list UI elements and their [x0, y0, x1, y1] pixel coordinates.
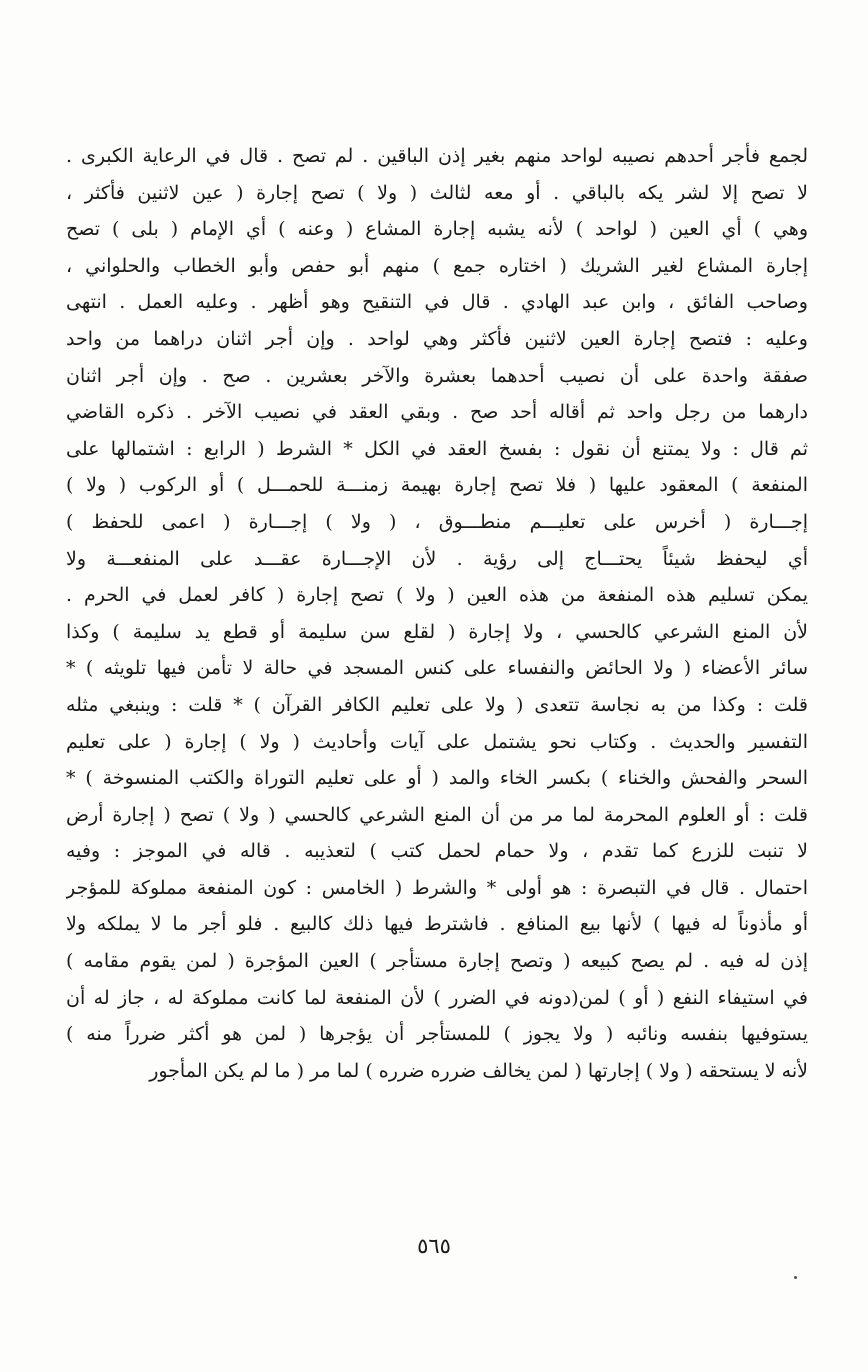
text-line: دارهما من رجل واحد ثم أقاله أحد صح . وبقي العقد في نصيب الآخر . ذكره القاضي [66, 401, 808, 424]
text-line: ثم قال : ولا يمتنع أن نقول : بفسخ العقد في الكل * الشرط ( الرابع : اشتمالها على [66, 437, 808, 460]
text-line: وعليه : فتصح إجارة العين لاثنين فأكثر وهي لواحد . وإن أجر اثنان دراهما من واحد [66, 327, 808, 350]
text-line: إجـــارة ( أخرس على تعليـــم منطـــوق ، ( ولا ) إجـــارة ( اعمى للحفظ ) [66, 510, 808, 533]
text-line: لا تصح إلا لشر يكه بالباقي . أو معه لثالث ( ولا ) تصح إجارة ( عين لاثنين فأكثر ، [66, 181, 808, 204]
text-line: لا تنبت للزرع كما تقدم ، ولا حمام لحمل كتب ) لتعذيبه . قاله في الموجز : وفيه [66, 840, 808, 863]
text-line: السحر والفحش والخناء ) بكسر الخاء والمد ( أو على تعليم التوراة والكتب المنسوخة ) * [66, 767, 808, 790]
text-line: يمكن تسليم هذه المنفعة من هذه العين ( ولا ) تصح إجارة ( كافر لعمل في الحرم . [66, 584, 808, 607]
text-line: قلت : وكذا من به نجاسة تتعدى ( ولا على تعليم الكافر القرآن ) * قلت : وينبغي مثله [66, 693, 808, 716]
text-line: المنفعة ) المعقود عليها ( فلا تصح إجارة بهيمة زمنـــة للحمـــل ) أو الركوب ( ولا ) [66, 474, 808, 497]
text-line: لأن المنع الشرعي كالحسي ، ولا إجارة ( لقلع سن سليمة أو قطع يد سليمة ) وكذا [66, 620, 808, 643]
text-line: أي ليحفظ شيئاً يحتـــاج إلى رؤية . لأن الإجـــارة عقـــد على المنفعـــة ولا [66, 547, 808, 570]
text-line: احتمال . قال في التبصرة : هو أولى * والشرط ( الخامس : كون المنفعة مملوكة للمؤجر [66, 876, 808, 899]
scan-speck [794, 1276, 797, 1279]
page-number: ٥٦٥ [417, 1234, 451, 1258]
text-line: وهي ) أي العين ( لواحد ) لأنه يشبه إجارة المشاع ( وعنه ) أي الإمام ( بلى ) تصح [66, 218, 808, 241]
text-line: أو مأذوناً له فيها ) لأنها بيع المنافع . فاشترط فيها ذلك كالبيع . فلو أجر ما لا يملكه ولا [66, 913, 808, 936]
page-body-text [66, 138, 808, 1089]
text-line: إذن له فيه . لم يصح كبيعه ( وتصح إجارة مستأجر ) العين المؤجرة ( لمن يقوم مقامه ) [66, 950, 808, 973]
text-line: صفقة واحدة على أن نصيب أحدهما بعشرة والآخر بعشرين . صح . وإن أجر اثنان [66, 364, 808, 387]
text-line: وصاحب الفائق ، وابن عبد الهادي . قال في التنقيح وهو أظهر . وعليه العمل . انتهى [66, 291, 808, 314]
text-line: سائر الأعضاء ( ولا الحائض والنفساء على كنس المسجد في حالة لا تأمن فيها تلويثه ) * [66, 657, 808, 680]
text-line: يستوفيها بنفسه ونائبه ( ولا يجوز ) للمستأجر أن يؤجرها ( لمن هو أكثر ضرراً منه ) [66, 1023, 808, 1046]
text-line: لجمع فأجر أحدهم نصيبه لواحد منهم بغير إذن الباقين . لم تصح . قال في الرعاية الكبرى . [66, 145, 808, 167]
text-line: قلت : أو العلوم المحرمة لما مر من أن المنع الشرعي كالحسي ( ولا ) تصح ( إجارة أرض [66, 803, 808, 826]
text-line: إجارة المشاع لغير الشريك ( اختاره جمع ) منهم أبو حفص وأبو الخطاب والحلواني ، [66, 254, 808, 277]
text-line: في استيفاء النفع ( أو ) لمن(دونه في الضرر ) لأن المنفعة لما كانت مملوكة له ، جاز له أن [66, 986, 808, 1009]
text-line: التفسير والحديث . وكتاب نحو يشتمل على آيات وأحاديث ( ولا ) إجارة ( على تعليم [66, 730, 808, 753]
text-line: لأنه لا يستحقه ( ولا ) إجارتها ( لمن يخالف ضرره ضرره ) لما مر ( ما لم يكن المأجور [149, 1059, 808, 1082]
